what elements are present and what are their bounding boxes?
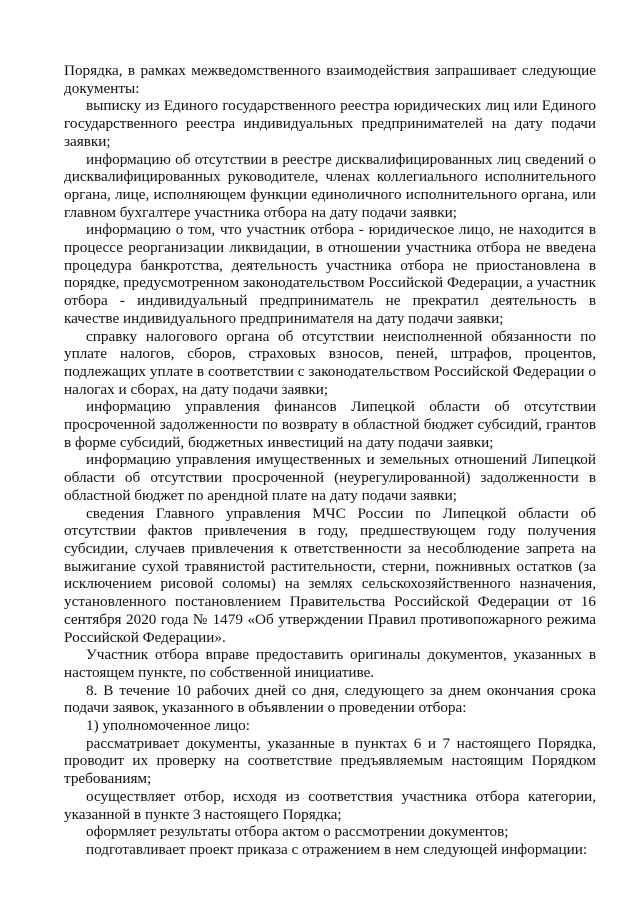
- paragraph-prepares-order: подготавливает проект приказа с отражением в нем следующей информации:: [86, 840, 588, 858]
- paragraph-egrul-extract: выписку из Единого государственного реестра юридических лиц или Единого государственного реестра индивидуальных предпринимателей на дату подачи заявки;: [64, 97, 596, 150]
- paragraph-own-initiative: Участник отбора вправе предоставить оригиналы документов, указанных в настоящем пункте, по собственной инициативе.: [64, 646, 596, 681]
- paragraph-emergency-ministry-info: сведения Главного управления МЧС России по Липецкой области об отсутствии фактов привлечения в году, предшествующем году получения субсидии, случаев привлечения к ответственности за несоблюдение запрета на выжигание сухой травянистой растительности, стерни, пожнивных остатков (за исключением рисовой соломы) на землях сельскохозяйственного назначения, установленного постановлением Правительства Российской Федерации от 16 сентября 2020 года № 1479 «Об утверждении Правил противопожарного режима Российской Федерации».: [64, 504, 596, 646]
- paragraph-finance-department-info: информацию управления финансов Липецкой области об отсутствии просроченной задолженности по возврату в областной бюджет субсидий, грантов в форме субсидий, бюджетных инвестиций на дату подачи заявки;: [64, 398, 596, 451]
- paragraph-performs-selection: осуществляет отбор, исходя из соответствия участника отбора категории, указанной в пункте 3 настоящего Порядка;: [64, 787, 596, 823]
- paragraph-item-8: 8. В течение 10 рабочих дней со дня, следующего за днем окончания срока подачи заявок, указанного в объявлении о проведении отбора:: [64, 681, 596, 717]
- document-body: [64, 62, 596, 859]
- paragraph-tax-certificate: справку налогового органа об отсутствии неисполненной обязанности по уплате налогов, сборов, страховых взносов, пеней, штрафов, процентов, подлежащих уплате в соответствии с законодательством Российской Федерации о налогах и сборах, на дату подачи заявки;: [64, 327, 596, 398]
- paragraph-reorganization-info: информацию о том, что участник отбора - юридическое лицо, не находится в процессе реорганизации ликвидации, в отношении участника отбора не введена процедура банкротства, деятельность участника отбора не приостановлена в порядке, предусмотренном законодательством Российской Федерации, а участник отбора - индивидуальный предприниматель не прекратил деятельность в качестве индивидуального предпринимателя на дату подачи заявки;: [64, 221, 596, 327]
- paragraph-property-department-info: информацию управления имущественных и земельных отношений Липецкой области об отсутствии просроченной (неурегулированной) задолженности в областной бюджет по арендной плате на дату подачи заявки;: [64, 451, 596, 504]
- paragraph-continuation: Порядка, в рамках межведомственного взаимодействия запрашивает следующие документы:: [64, 62, 596, 97]
- paragraph-subitem-1: 1) уполномоченное лицо:: [86, 717, 250, 735]
- paragraph-reviews-documents: рассматривает документы, указанные в пунктах 6 и 7 настоящего Порядка, проводит их проверку на соответствие предъявляемым настоящим Порядком требованиям;: [64, 734, 596, 788]
- paragraph-formalizes-results: оформляет результаты отбора актом о рассмотрении документов;: [86, 823, 509, 841]
- paragraph-disqualified-persons: информацию об отсутствии в реестре дисквалифицированных лиц сведений о дисквалифицированных руководителе, членах коллегиального исполнительного органа, лице, исполняющем функции единоличного исполнительного органа, или главном бухгалтере участника отбора на дату подачи заявки;: [64, 150, 596, 221]
